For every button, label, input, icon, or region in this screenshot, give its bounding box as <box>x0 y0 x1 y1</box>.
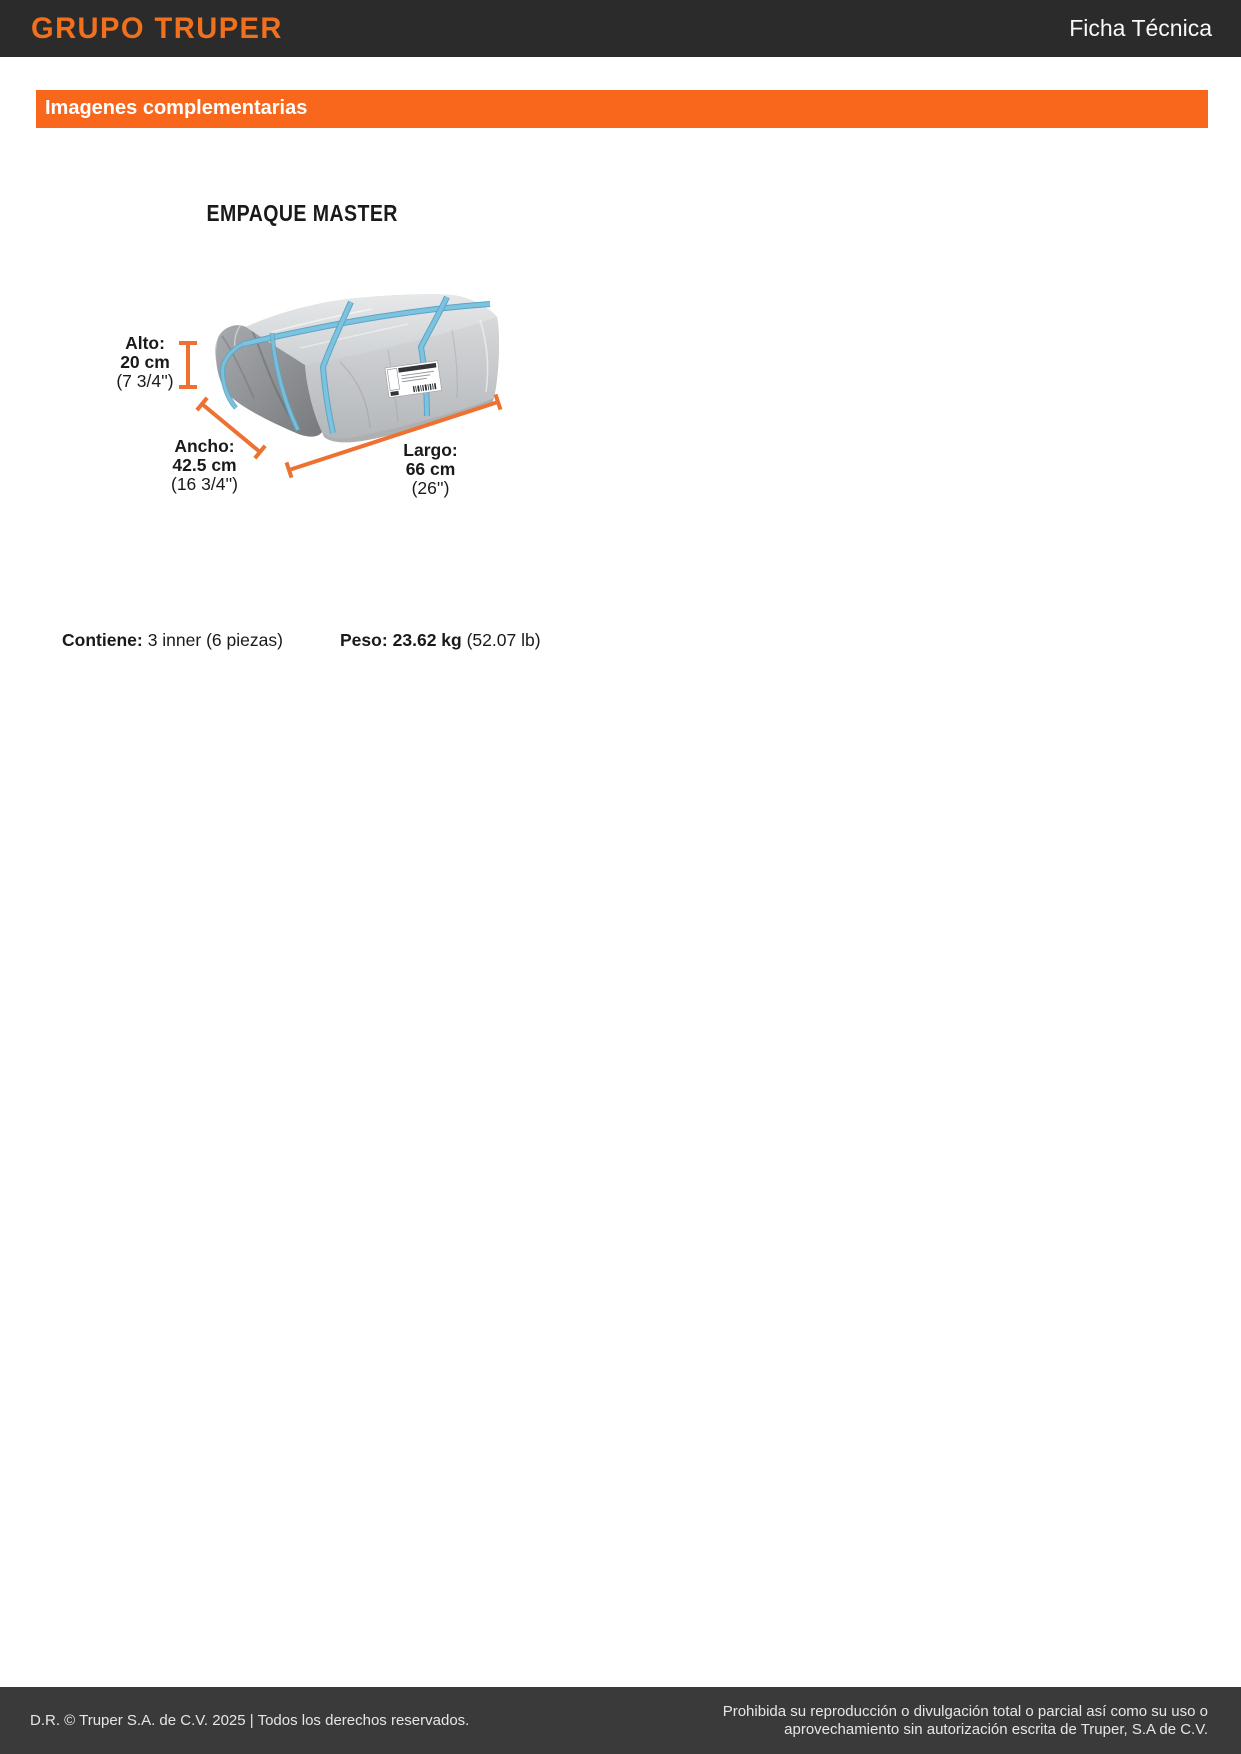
grupo-truper-logo: GRUPO TRUPER <box>31 12 283 45</box>
largo-metric-value: 66 cm <box>405 459 456 479</box>
ancho-metric-value: 42.5 cm <box>172 455 237 475</box>
legal-notice-line1: Prohibida su reproducción o divulgación total o parcial así como su uso o <box>722 1702 1208 1720</box>
largo-imperial-value: (26'') <box>411 478 450 498</box>
largo-dimension-label <box>358 441 503 498</box>
legal-notice-line2: aprovechamiento sin autorización escrita de Truper, S.A de C.V. <box>784 1720 1208 1738</box>
contiene-label: Contiene: <box>62 630 143 650</box>
section-title: Imagenes complementarias <box>45 97 308 119</box>
copyright-text: D.R. © Truper S.A. de C.V. 2025 | Todos los derechos reservados. <box>30 1712 470 1729</box>
header-bar <box>0 0 1241 57</box>
package-info-row <box>0 630 1241 654</box>
legal-notice <box>723 1687 1208 1754</box>
peso-info <box>340 630 541 651</box>
ancho-imperial-value: (16 3/4'') <box>171 474 238 494</box>
peso-label: Peso: <box>340 630 388 650</box>
alto-imperial-value: (7 3/4'') <box>116 371 174 391</box>
peso-lb-value: (52.07 lb) <box>466 630 541 650</box>
ancho-dimension-label <box>132 437 277 494</box>
ancho-label: Ancho: <box>174 436 235 456</box>
largo-label: Largo: <box>403 440 458 460</box>
peso-kg-value: 23.62 kg <box>392 630 462 650</box>
contiene-value: 3 inner (6 piezas) <box>147 630 283 650</box>
alto-dimension-label <box>95 334 195 391</box>
footer-bar <box>0 1687 1241 1754</box>
section-title-bar <box>36 90 1208 128</box>
alto-label: Alto: <box>125 333 165 353</box>
contiene-info <box>62 630 283 651</box>
alto-metric-value: 20 cm <box>120 352 170 372</box>
package-title: EMPAQUE MASTER <box>206 200 398 226</box>
document-type-label: Ficha Técnica <box>1069 15 1212 41</box>
